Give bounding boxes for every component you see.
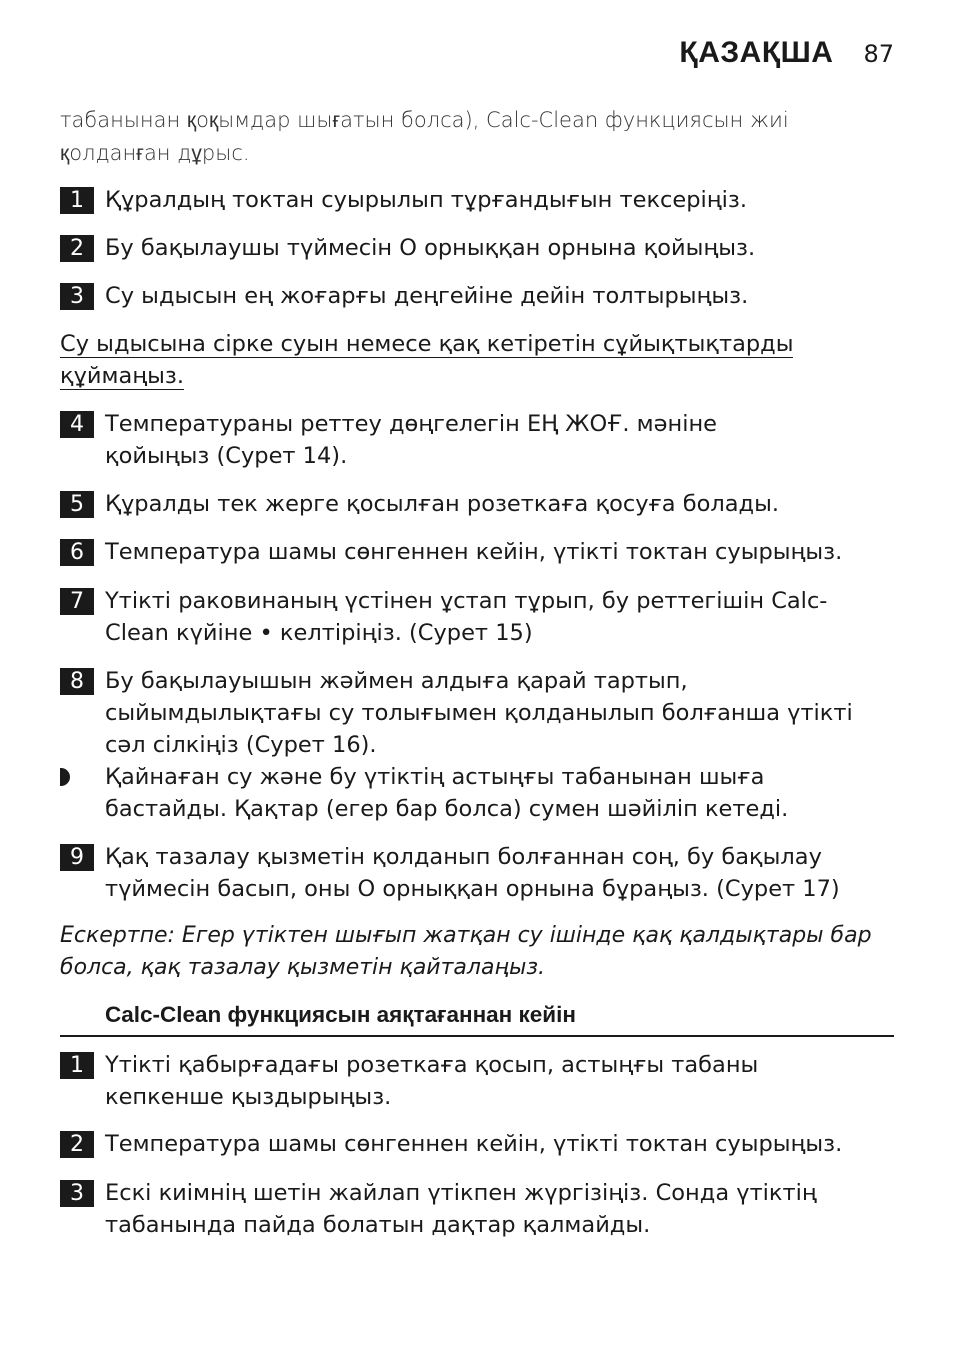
step-number: 3 [60,283,94,310]
step-text: Құралдың токтан суырылып тұрғандығын тексеріңіз. [105,187,748,213]
warning-line [60,360,184,392]
step-item [60,280,894,312]
step-text: Температура шамы сөнгеннен кейін, үтікті токтан суырыңыз. [105,1131,843,1157]
language-heading: ҚАЗАҚША [679,36,834,69]
step-item [60,488,894,520]
section-title: Calc-Clean функциясын аяқтағаннан кейін [105,1002,576,1027]
result-bullet-icon [60,768,70,786]
step-number: 5 [60,491,94,518]
result-item [60,761,894,825]
step-item [60,841,894,905]
step-item [60,536,894,568]
step-text: Температура шамы сөнгеннен кейін, үтікті токтан суырыңыз. [105,539,843,565]
step-number: 2 [60,235,94,262]
step-number: 1 [60,187,94,214]
step-number: 6 [60,539,94,566]
note-paragraph: Ескертпе: Егер үтіктен шығып жатқан су ішінде қақ қалдықтары бар болса, қақ тазалау қызметін қайталаңыз. [60,923,872,980]
step-number: 3 [60,1180,94,1207]
step-text: Бу бақылаушы түймесін O орныққан орнына қойыңыз. [105,235,756,261]
step-text: Үтікті қабырғадағы розеткаға қосып, астыңғы табаны кепкенше қыздырыңыз. [105,1052,759,1110]
step-item [60,1128,894,1160]
step-number: 7 [60,588,94,615]
step-number: 1 [60,1052,94,1079]
intro-paragraph: табанынан қоқымдар шығатын болса), Calc-Clean функциясын жиі қолданған дұрыс. [60,108,789,165]
step-text: Су ыдысын ең жоғарғы деңгейіне дейін толтырыңыз. [105,283,749,309]
step-text: Қақ тазалау қызметін қолданып болғаннан соң, бу бақылау түймесін басып, оны O орныққан орнына бұраңыз. (Сурет 17) [105,844,840,902]
section-heading [60,999,894,1037]
page-header [679,36,894,70]
step-item [60,665,894,761]
step-item [60,1049,894,1113]
step-item [60,1177,894,1241]
warning-line [60,328,793,360]
step-item [60,408,894,472]
step-text: Ескі киімнің шетін жайлап үтікпен жүргізіңіз. Сонда үтіктің табанында пайда болатын дақтар қалмайды. [105,1180,817,1238]
step-text: Құралды тек жерге қосылған розеткаға қосуға болады. [105,491,780,517]
step-number: 4 [60,411,94,438]
step-item [60,232,894,264]
step-item [60,585,894,649]
step-text: Температураны реттеу дөңгелегін ЕҢ ЖОҒ. мәніне қойыңыз (Сурет 14). [105,411,718,469]
step-number: 9 [60,844,94,871]
step-number: 2 [60,1131,94,1158]
warning-text: құймаңыз. [60,363,185,389]
step-text: Үтікті раковинаның үстінен ұстап тұрып, бу реттегішін Calc-Clean күйіне • келтіріңіз. (Сурет 15) [105,588,828,646]
step-text: Бу бақылауышын жәймен алдыға қарай тартып, сыйымдылықтағы су толығымен қолданылып болғанша үтікті сәл сілкіңіз (Сурет 16). [105,668,853,758]
step-number: 8 [60,668,94,695]
warning-text: Су ыдысына сірке суын немесе қақ кетіретін сұйықтықтарды [60,331,794,357]
result-text: Қайнаған су және бу үтіктің астыңғы табанынан шыға бастайды. Қақтар (егер бар болса) сумен шәйіліп кетеді. [105,764,789,822]
step-item [60,184,894,216]
page-number: 87 [863,40,894,68]
